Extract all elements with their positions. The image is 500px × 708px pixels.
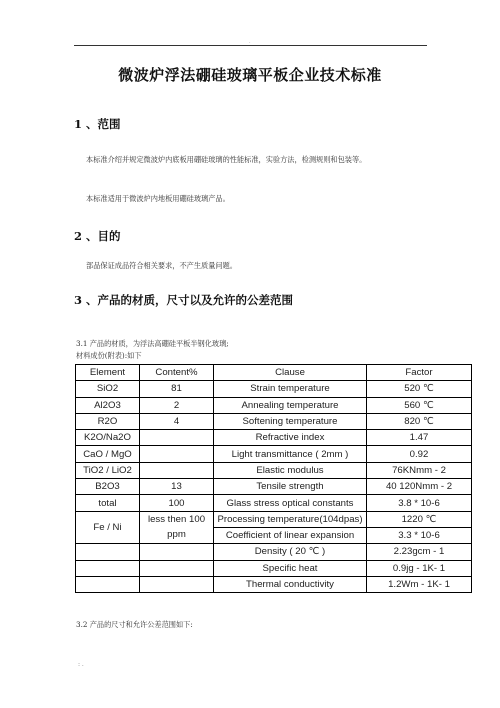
table-header-cell: Element <box>76 365 140 381</box>
table-cell: 2 <box>140 397 214 413</box>
table-cell: 100 <box>140 495 214 511</box>
table-cell: SiO2 <box>76 381 140 397</box>
material-composition-table <box>75 364 472 593</box>
table-cell: 0.92 <box>367 446 472 462</box>
table-cell: Specific heat <box>214 560 367 576</box>
table-row <box>76 495 472 511</box>
size-tolerance-paragraph: 3.2 产品的尺寸和允许公差范围如下: <box>76 620 193 629</box>
table-cell: 1220 ℃ <box>367 511 472 527</box>
table-row <box>76 511 472 527</box>
table-row <box>76 413 472 429</box>
table-cell: Processing temperature(104dpas) <box>214 511 367 527</box>
table-cell: 3.3 * 10-6 <box>367 527 472 543</box>
table-cell <box>140 430 214 446</box>
table-cell: Glass stress optical constants <box>214 495 367 511</box>
table-cell: 76KNmm - 2 <box>367 462 472 478</box>
table-cell <box>76 576 140 592</box>
table-row <box>76 576 472 592</box>
table-cell: 520 ℃ <box>367 381 472 397</box>
material-paragraph: 3.1 产品的材质，为浮法高硼硅平板半钢化玻璃; <box>76 339 229 348</box>
table-cell: 820 ℃ <box>367 413 472 429</box>
table-cell: less then 100 ppm <box>140 511 214 544</box>
table-row <box>76 430 472 446</box>
table-cell: 0.9jg - 1K- 1 <box>367 560 472 576</box>
table-cell: Thermal conductivity <box>214 576 367 592</box>
table-cell: total <box>76 495 140 511</box>
table-header-cell: Content% <box>140 365 214 381</box>
table-cell: TiO2 / LiO2 <box>76 462 140 478</box>
table-row <box>76 397 472 413</box>
table-row <box>76 544 472 560</box>
table-row <box>76 462 472 478</box>
table-cell <box>140 462 214 478</box>
table-cell: 4 <box>140 413 214 429</box>
scope-paragraph-1: 本标准介绍并规定微波炉内底板用硼硅玻璃的性能标准，实验方法，检测规则和包装等。 <box>86 155 367 164</box>
table-cell <box>140 560 214 576</box>
page-bottom-mark: : . <box>78 661 84 668</box>
section-heading-material: 3 、产品的材质，尺寸以及允许的公差范围 <box>74 293 294 307</box>
table-cell: Coefficient of linear expansion <box>214 527 367 543</box>
scope-paragraph-2: 本标准适用于微波炉内地板用硼硅玻璃产品。 <box>86 194 230 203</box>
purpose-paragraph: 部品保证成品符合相关要求，不产生质量问题。 <box>86 261 237 270</box>
table-cell: 2.23gcm - 1 <box>367 544 472 560</box>
table-header-cell: Clause <box>214 365 367 381</box>
table-row <box>76 479 472 495</box>
table-cell: Fe / Ni <box>76 511 140 544</box>
table-cell: 40 120Nmm - 2 <box>367 479 472 495</box>
table-row <box>76 560 472 576</box>
table-cell: Al2O3 <box>76 397 140 413</box>
table-cell <box>76 544 140 560</box>
table-cell <box>140 544 214 560</box>
table-cell: CaO / MgO <box>76 446 140 462</box>
table-cell: 13 <box>140 479 214 495</box>
table-cell: Annealing temperature <box>214 397 367 413</box>
table-cell: Tensile strength <box>214 479 367 495</box>
table-cell: Density ( 20 ℃ ) <box>214 544 367 560</box>
composition-caption: 材料成份(附表):如下 <box>76 351 142 360</box>
table-cell: K2O/Na2O <box>76 430 140 446</box>
table-cell: B2O3 <box>76 479 140 495</box>
table-cell: R2O <box>76 413 140 429</box>
table-cell: 1.47 <box>367 430 472 446</box>
table-cell: 1.2Wm - 1K- 1 <box>367 576 472 592</box>
table-header-cell: Factor <box>367 365 472 381</box>
table-cell: Light transmittance ( 2mm ) <box>214 446 367 462</box>
table-cell <box>140 446 214 462</box>
table-row <box>76 381 472 397</box>
header-rule <box>74 45 427 46</box>
section-heading-purpose: 2 、目的 <box>74 229 121 243</box>
table-cell: 81 <box>140 381 214 397</box>
table-cell <box>76 560 140 576</box>
page-top-mark: . <box>249 39 251 45</box>
table-cell: Strain temperature <box>214 381 367 397</box>
table-row <box>76 446 472 462</box>
table-cell: Refractive index <box>214 430 367 446</box>
table-cell <box>140 576 214 592</box>
table-cell: 3.8 * 10-6 <box>367 495 472 511</box>
table-cell: Softening temperature <box>214 413 367 429</box>
table-cell: Elastic modulus <box>214 462 367 478</box>
section-heading-scope: 1 、范围 <box>74 117 121 131</box>
table-cell: 560 ℃ <box>367 397 472 413</box>
table-header-row <box>76 365 472 381</box>
document-title: 微波炉浮法硼硅玻璃平板企业技术标准 <box>118 66 382 84</box>
